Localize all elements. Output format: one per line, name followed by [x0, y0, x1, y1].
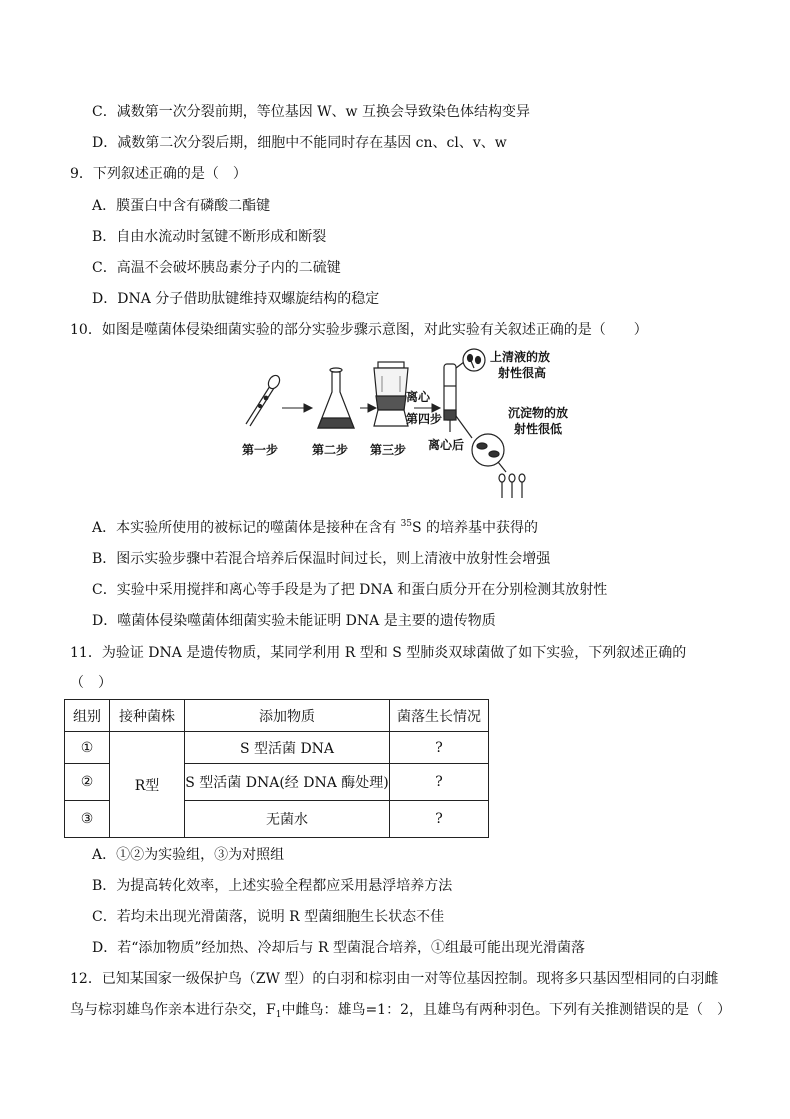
q9-stem: 9．下列叙述正确的是（ ）: [70, 166, 247, 182]
q10-option-b: B．图示实验步骤中若混合培养后保温时间过长，则上清液中放射性会增强: [92, 551, 551, 567]
row-substance: S 型活菌 DNA: [185, 732, 390, 764]
step1-label: 第一步: [242, 443, 279, 457]
flask-icon: [318, 368, 354, 428]
blender-icon: [374, 362, 408, 426]
step3-label: 第三步: [370, 443, 407, 457]
supernatant-label-2: 射性很高: [498, 366, 547, 380]
step4-label: 第四步: [406, 412, 443, 426]
row-group: ①: [65, 732, 110, 764]
q12-stem-line1: 12．已知某国家一级保护鸟（ZW 型）的白羽和棕羽由一对等位基因控制。现将多只基因型相同的白羽雌: [70, 971, 719, 987]
table-row: [65, 732, 489, 764]
phage-experiment-diagram: [236, 346, 569, 506]
step2-label: 第二步: [312, 443, 349, 457]
table-header-row: [65, 700, 489, 732]
phage-dropper-icon: [246, 373, 282, 426]
row-result: ?: [390, 764, 489, 801]
q8-option-c: C．减数第一次分裂前期，等位基因 W、w 互换会导致染色体结构变异: [92, 104, 530, 120]
row-group: ③: [65, 801, 110, 838]
phage-group-icon: [499, 474, 525, 498]
q11-option-d: D．若“添加物质”经加热、冷却后与 R 型菌混合培养，①组最可能出现光滑菌落: [92, 940, 585, 956]
header-result: 菌落生长情况: [390, 700, 489, 732]
sediment-label-2: 射性很低: [514, 422, 563, 436]
arrow-icon: [282, 404, 312, 412]
supernatant-magnify-icon: [456, 349, 485, 371]
q10-option-c: C．实验中采用搅拌和离心等手段是为了把 DNA 和蛋白质分开在分别检测其放射性: [92, 582, 608, 598]
q11-table: [64, 699, 489, 838]
q12-stem-line2: 鸟与棕羽雄鸟作亲本进行杂交，$F_1$中雌鸟：雄鸟=1：2，且雄鸟有两种羽色。下列有关推测错误的是（ ）: [70, 1002, 731, 1020]
supernatant-label-1: 上清液的放: [490, 350, 551, 364]
arrow-icon: [360, 404, 376, 412]
q10-stem: 10．如图是噬菌体侵染细菌实验的部分实验步骤示意图，对此实验有关叙述正确的是（ ）: [70, 322, 648, 338]
q11-option-b: B．为提高转化效率，上述实验全程都应采用悬浮培养方法: [92, 878, 453, 894]
q8-option-d: D．减数第二次分裂后期，细胞中不能同时存在基因 cn、cl、v、w: [92, 135, 507, 151]
after-centrifuge-label: 离心后: [428, 438, 465, 452]
centrifuge-label: 离心: [406, 390, 431, 404]
q11-option-a: A．①②为实验组，③为对照组: [92, 847, 285, 863]
q10-option-a: A．本实验所使用的被标记的噬菌体是接种在含有 $^{35}$S 的培养基中获得的: [92, 519, 539, 536]
row-substance: 无菌水: [185, 801, 390, 838]
centrifuge-tube-icon: [444, 364, 456, 432]
q9-option-b: B．自由水流动时氢键不断形成和断裂: [92, 229, 327, 245]
sediment-label-1: 沉淀物的放: [508, 406, 569, 420]
row-strain: R型: [110, 732, 185, 838]
q11-stem-cont: （ ）: [70, 675, 112, 691]
row-substance: S 型活菌 DNA(经 DNA 酶处理): [185, 764, 390, 801]
q9-option-d: D．DNA 分子借助肽键维持双螺旋结构的稳定: [92, 291, 380, 307]
q11-option-c: C．若均未出现光滑菌落，说明 R 型菌细胞生长状态不佳: [92, 909, 445, 925]
header-strain: 接种菌株: [110, 700, 185, 732]
q9-option-a: A．膜蛋白中含有磷酸二酯键: [92, 198, 271, 214]
q10-option-d: D．噬菌体侵染噬菌体细菌实验未能证明 DNA 是主要的遗传物质: [92, 613, 496, 629]
q11-stem: 11．为验证 DNA 是遗传物质，某同学利用 R 型和 S 型肺炎双球菌做了如下实验，下列叙述正确的: [70, 645, 687, 661]
header-substance: 添加物质: [185, 700, 390, 732]
q9-option-c: C．高温不会破坏胰岛素分子内的二硫键: [92, 260, 341, 276]
header-group: 组别: [65, 700, 110, 732]
row-result: ?: [390, 801, 489, 838]
row-result: ?: [390, 732, 489, 764]
row-group: ②: [65, 764, 110, 801]
